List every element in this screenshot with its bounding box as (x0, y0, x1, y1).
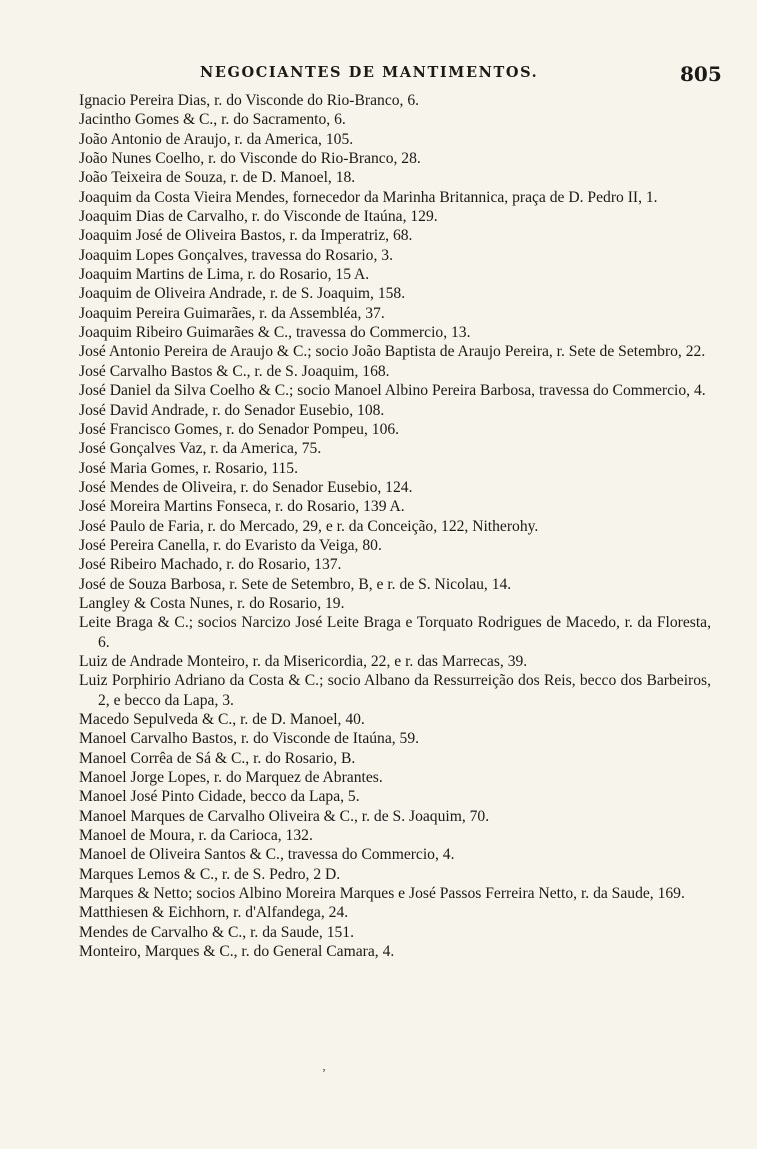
list-item: Jacintho Gomes & C., r. do Sacramento, 6. (79, 111, 346, 129)
list-item: José David Andrade, r. do Senador Eusebio, 108. (79, 401, 385, 419)
list-item: Manoel José Pinto Cidade, becco da Lapa, 5. (79, 788, 360, 806)
list-item: Marques & Netto; socios Albino Moreira Marques e José Passos Ferreira Netto, r. da Saude, 169. (79, 885, 685, 903)
list-item: José Carvalho Bastos & C., r. de S. Joaquim, 168. (79, 362, 390, 380)
list-item: José Gonçalves Vaz, r. da America, 75. (79, 440, 322, 458)
list-item: Monteiro, Marques & C., r. do General Camara, 4. (79, 943, 395, 961)
list-item: José Maria Gomes, r. Rosario, 115. (79, 459, 299, 477)
list-item: José de Souza Barbosa, r. Sete de Setembro, B, e r. de S. Nicolau, 14. (79, 575, 512, 593)
list-item: José Pereira Canella, r. do Evaristo da Veiga, 80. (79, 536, 382, 554)
list-item: José Daniel da Silva Coelho & C.; socio Manoel Albino Pereira Barbosa, travessa do Commercio, 4. (79, 382, 706, 400)
list-item: Luiz de Andrade Monteiro, r. da Misericordia, 22, e r. das Marrecas, 39. (79, 652, 528, 670)
list-item: Joaquim Martins de Lima, r. do Rosario, 15 A. (79, 266, 370, 284)
page-header (0, 62, 757, 90)
list-item: José Ribeiro Machado, r. do Rosario, 137. (79, 556, 342, 574)
list-item: Joaquim Pereira Guimarães, r. da Assembléa, 37. (79, 304, 385, 322)
list-item: Manoel Jorge Lopes, r. do Marquez de Abrantes. (79, 769, 383, 787)
list-item: Joaquim da Costa Vieira Mendes, fornecedor da Marinha Britannica, praça de D. Pedro II, 1. (79, 188, 658, 206)
list-item: José Paulo de Faria, r. do Mercado, 29, e r. da Conceição, 122, Nitherohy. (79, 517, 539, 535)
list-item: Langley & Costa Nunes, r. do Rosario, 19. (79, 594, 345, 612)
list-item: Joaquim de Oliveira Andrade, r. de S. Joaquim, 158. (79, 285, 406, 303)
list-item: Manoel Carvalho Bastos, r. do Visconde de Itaúna, 59. (79, 730, 420, 748)
list-item: Matthiesen & Eichhorn, r. d'Alfandega, 24. (79, 904, 349, 922)
list-item: José Antonio Pereira de Araujo & C.; socio João Baptista de Araujo Pereira, r. Sete de Setembro, 22. (79, 343, 706, 361)
list-item: Joaquim Dias de Carvalho, r. do Visconde de Itaúna, 129. (79, 208, 438, 226)
list-item: Leite Braga & C.; socios Narcizo José Leite Braga e Torquato Rodrigues de Macedo, r. da Floresta, 6. (79, 614, 711, 651)
running-title: NEGOCIANTES DE MANTIMENTOS. (200, 64, 539, 81)
list-item: Manoel de Moura, r. da Carioca, 132. (79, 827, 313, 845)
list-item: Joaquim Ribeiro Guimarães & C., travessa do Commercio, 13. (79, 324, 471, 342)
list-item: Macedo Sepulveda & C., r. de D. Manoel, 40. (79, 711, 365, 728)
list-item: Joaquim José de Oliveira Bastos, r. da Imperatriz, 68. (79, 227, 413, 245)
list-item: Marques Lemos & C., r. de S. Pedro, 2 D. (79, 865, 341, 883)
list-item: José Francisco Gomes, r. do Senador Pompeu, 106. (79, 420, 400, 438)
ink-speck: ʼ (322, 1066, 326, 1080)
list-item: Manoel Marques de Carvalho Oliveira & C., r. de S. Joaquim, 70. (79, 807, 490, 825)
merchant-list (79, 91, 711, 961)
list-item: Manoel Corrêa de Sá & C., r. do Rosario, B. (79, 749, 356, 767)
page-number: 805 (680, 62, 722, 86)
list-item: João Teixeira de Souza, r. de D. Manoel, 18. (79, 169, 356, 187)
list-item: Luiz Porphirio Adriano da Costa & C.; socio Albano da Ressurreição dos Reis, becco dos Barbeiros, 2, e becco da Lapa, 3. (79, 672, 711, 709)
list-item: Ignacio Pereira Dias, r. do Visconde do Rio-Branco, 6. (79, 92, 420, 109)
list-item: José Mendes de Oliveira, r. do Senador Eusebio, 124. (79, 478, 413, 496)
list-item: Joaquim Lopes Gonçalves, travessa do Rosario, 3. (79, 246, 393, 264)
list-item: Mendes de Carvalho & C., r. da Saude, 151. (79, 923, 355, 941)
list-item: João Nunes Coelho, r. do Visconde do Rio-Branco, 28. (79, 150, 421, 168)
list-item: José Moreira Martins Fonseca, r. do Rosario, 139 A. (79, 498, 405, 516)
list-item: João Antonio de Araujo, r. da America, 105. (79, 130, 354, 148)
list-item: Manoel de Oliveira Santos & C., travessa do Commercio, 4. (79, 846, 455, 864)
